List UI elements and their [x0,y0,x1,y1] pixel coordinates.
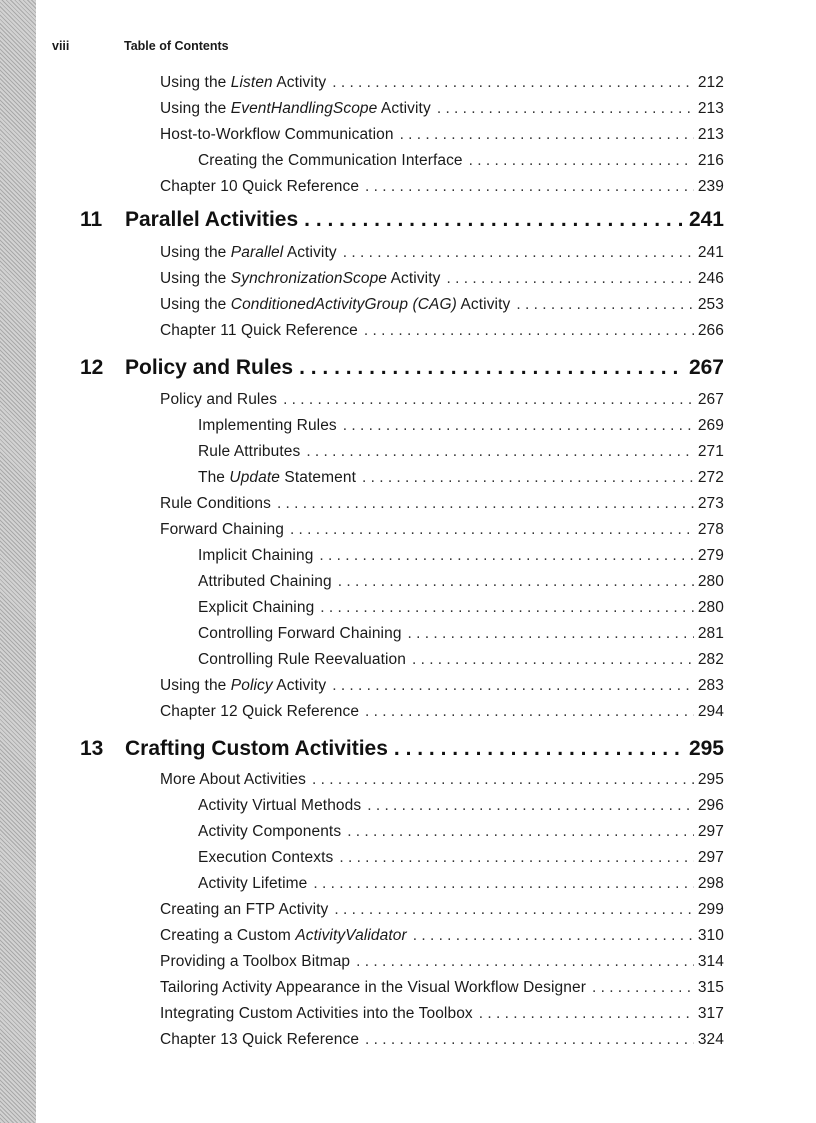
toc-entry-cag[interactable]: Using the ConditionedActivityGroup (CAG) Activity . . . 253 [160,296,724,314]
toc-chapter-12[interactable]: 12 Policy and Rules . . . 267 [80,356,724,380]
toc-entry-communication-interface[interactable]: Creating the Communication Interface . . . 216 [198,152,724,170]
toc-entry-ftp-activity[interactable]: Creating an FTP Activity . . . 299 [160,901,724,919]
toc-entry-rule-conditions[interactable]: Rule Conditions . . . 273 [160,495,724,513]
toc-entry-execution-contexts[interactable]: Execution Contexts . . . 297 [198,849,724,867]
toc-entry-tailoring-appearance[interactable]: Tailoring Activity Appearance in the Visual Workflow Designer . . . 315 [160,979,724,997]
toc-entry-update-statement[interactable]: The Update Statement . . . 272 [198,469,724,487]
toc-entry-activity-lifetime[interactable]: Activity Lifetime . . . 298 [198,875,724,893]
toc-entry-ch10-quick-reference[interactable]: Chapter 10 Quick Reference . . . 239 [160,178,724,196]
toc-entry-host-to-workflow[interactable]: Host-to-Workflow Communication . . . 213 [160,126,724,144]
toc-entry-policy-activity[interactable]: Using the Policy Activity . . . 283 [160,677,724,695]
toc-entry-controlling-forward-chaining[interactable]: Controlling Forward Chaining . . . 281 [198,625,724,643]
toc-entry-controlling-rule-reevaluation[interactable]: Controlling Rule Reevaluation . . . 282 [198,651,724,669]
toc-entry-forward-chaining[interactable]: Forward Chaining . . . 278 [160,521,724,539]
page-number: viii [52,39,70,53]
toc-entry-more-about-activities[interactable]: More About Activities . . . 295 [160,771,724,789]
toc-entry-ch13-quick-reference[interactable]: Chapter 13 Quick Reference . . . 324 [160,1031,724,1049]
toc-entry-activity-virtual-methods[interactable]: Activity Virtual Methods . . . 296 [198,797,724,815]
toc-entry-integrating-toolbox[interactable]: Integrating Custom Activities into the Toolbox . . . 317 [160,1005,724,1023]
toc-entry-activity-components[interactable]: Activity Components . . . 297 [198,823,724,841]
toc-entry-ch12-quick-reference[interactable]: Chapter 12 Quick Reference . . . 294 [160,703,724,721]
toc-entry-synchronizationscope[interactable]: Using the SynchronizationScope Activity . . . 246 [160,270,724,288]
toc-chapter-13[interactable]: 13 Crafting Custom Activities . . . 295 [80,737,724,761]
toc-entry-policy-and-rules[interactable]: Policy and Rules . . . 267 [160,391,724,409]
toc-entry-ch11-quick-reference[interactable]: Chapter 11 Quick Reference . . . 266 [160,322,724,340]
toc-entry-parallel[interactable]: Using the Parallel Activity . . . 241 [160,244,724,262]
toc-entry-rule-attributes[interactable]: Rule Attributes . . . 271 [198,443,724,461]
toc-chapter-11[interactable]: 11 Parallel Activities . . . 241 [80,208,724,232]
toc-entry-implicit-chaining[interactable]: Implicit Chaining . . . 279 [198,547,724,565]
toc-entry-attributed-chaining[interactable]: Attributed Chaining . . . 280 [198,573,724,591]
running-title: Table of Contents [124,39,229,53]
toc-entry-explicit-chaining[interactable]: Explicit Chaining . . . 280 [198,599,724,617]
toc-entry-implementing-rules[interactable]: Implementing Rules . . . 269 [198,417,724,435]
toc-entry-toolbox-bitmap[interactable]: Providing a Toolbox Bitmap . . . 314 [160,953,724,971]
running-head [52,38,229,54]
toc-entry-activity-validator[interactable]: Creating a Custom ActivityValidator . . . 310 [160,927,724,945]
toc-entry-listen[interactable]: Using the Listen Activity . . . 212 [160,74,724,92]
toc-entry-eventhandlingscope[interactable]: Using the EventHandlingScope Activity . . . 213 [160,100,724,118]
page-edge-texture [0,0,36,1123]
